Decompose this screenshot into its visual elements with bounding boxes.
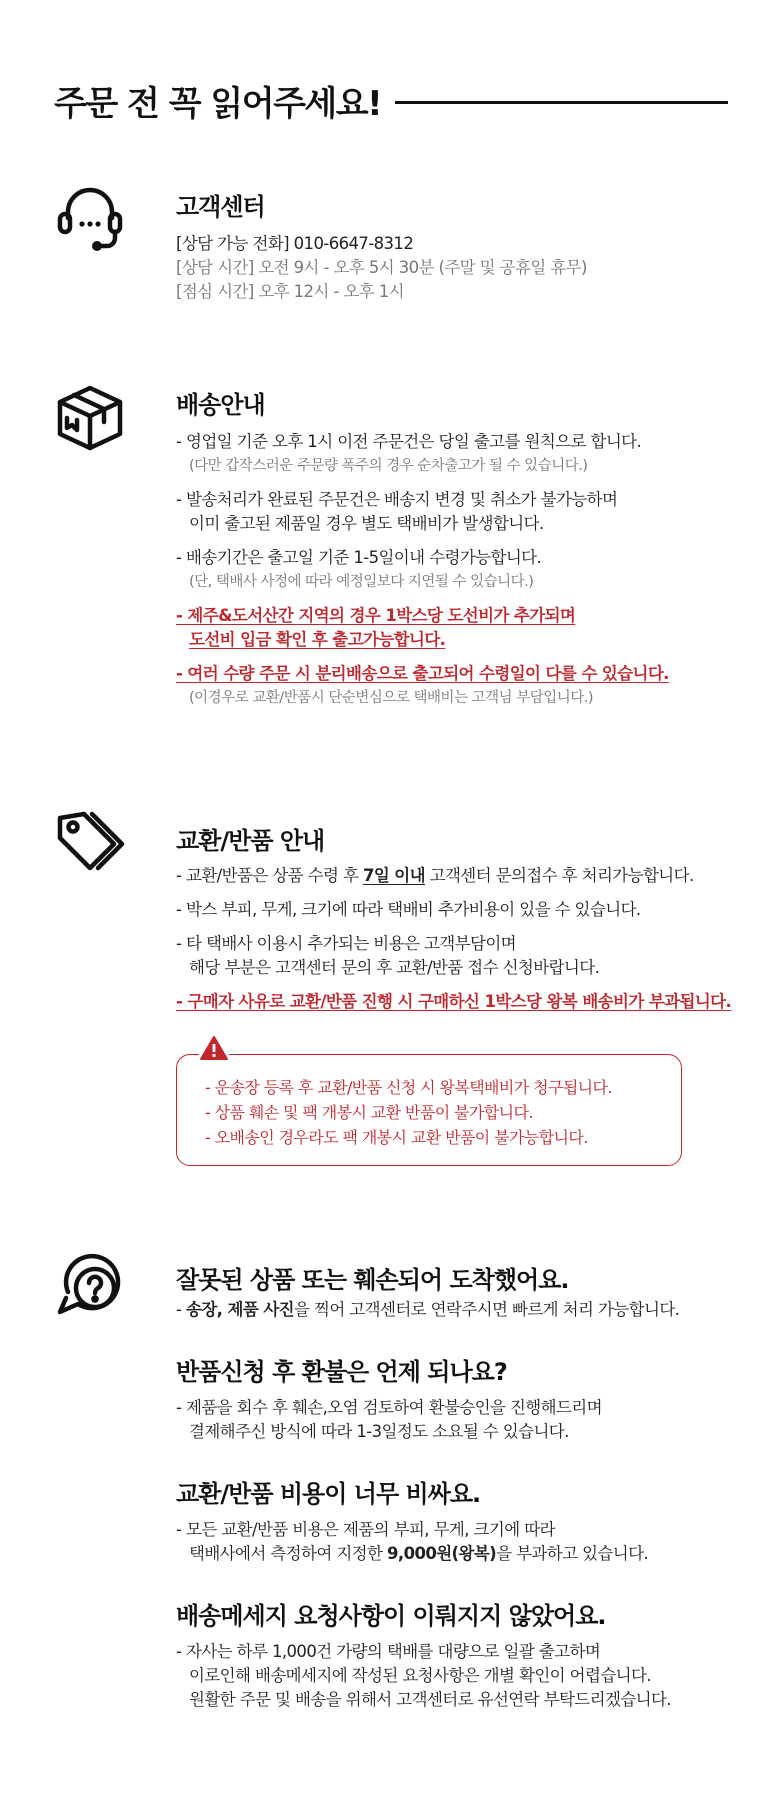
returns-line-1: - 교환/반품은 상품 수령 후 7일 이내 고객센터 문의접수 후 처리가능합니다. [176, 866, 694, 885]
faq-question-4: 배송메세지 요청사항이 이뤄지지 않았어요. [176, 1602, 606, 1630]
customer-center-section [176, 190, 746, 304]
customer-center-heading: 고객센터 [176, 193, 265, 221]
price-tag-icon [54, 808, 126, 880]
page-title-text: 주문 전 꼭 읽어주세요! [54, 83, 382, 124]
returns-period: 7일 이내 [362, 866, 425, 885]
faq-answer-3b: 택배사에서 측정하여 지정한 9,000원(왕복)을 부과하고 있습니다. [189, 1544, 649, 1563]
box-icon [54, 382, 126, 454]
shipping-note-5: (이경우로 교환/반품시 단순변심으로 택배비는 고객님 부담입니다.) [189, 690, 594, 706]
faq-answer-4c: 원활한 주문 및 배송을 위해서 고객센터로 유선연락 부탁드리겠습니다. [189, 1690, 671, 1709]
faq-answer-1-emphasis: 송장, 제품 사진 [186, 1300, 294, 1319]
returns-line-4: - 구매자 사유로 교환/반품 진행 시 구매하신 1박스당 왕복 배송비가 부과됩니다. [176, 992, 732, 1011]
shipping-line-4a: - 제주&도서산간 지역의 경우 1박스당 도선비가 추가되며 [176, 606, 576, 625]
shipping-heading: 배송안내 [176, 391, 265, 419]
faq-answer-4a: - 자사는 하루 1,000건 가량의 택배를 대량으로 일괄 출고하며 [176, 1642, 601, 1661]
shipping-note-1: (다만 갑작스러운 주문량 폭주의 경우 순차출고가 될 수 있습니다.) [189, 458, 588, 474]
warning-line-3: - 오배송인 경우라도 팩 개봉시 교환 반품이 불가능합니다. [205, 1128, 588, 1147]
faq-answer-1: - 송장, 제품 사진을 찍어 고객센터로 연락주시면 빠르게 처리 가능합니다. [176, 1300, 680, 1319]
returns-line-3b: 해당 부분은 고객센터 문의 후 교환/반품 접수 신청바랍니다. [189, 958, 600, 977]
shipping-line-2b: 이미 출고된 제품일 경우 별도 택배비가 발생합니다. [189, 514, 544, 533]
warning-line-1: - 운송장 등록 후 교환/반품 신청 시 왕복택배비가 청구됩니다. [205, 1078, 612, 1097]
warning-box [176, 1054, 682, 1166]
question-bubble-icon [54, 1250, 126, 1322]
title-divider [395, 101, 728, 104]
faq-answer-4b: 이로인해 배송메세지에 작성된 요청사항은 개별 확인이 어렵습니다. [189, 1666, 652, 1685]
warning-icon [199, 1035, 229, 1061]
shipping-line-2a: - 발송처리가 완료된 주문건은 배송지 변경 및 취소가 불가능하며 [176, 490, 618, 509]
returns-line-3a: - 타 택배사 이용시 추가되는 비용은 고객부담이며 [176, 934, 517, 953]
returns-line-2: - 박스 부피, 무게, 크기에 따라 택배비 추가비용이 있을 수 있습니다. [176, 900, 641, 919]
faq-question-3: 교환/반품 비용이 너무 비싸요. [176, 1480, 481, 1508]
shipping-note-3: (단, 택배사 사정에 따라 예정일보다 지연될 수 있습니다.) [189, 574, 534, 590]
shipping-line-3: - 배송기간은 출고일 기준 1-5일이내 수령가능합니다. [176, 548, 542, 567]
faq-question-1: 잘못된 상품 또는 훼손되어 도착했어요. [176, 1266, 569, 1294]
shipping-line-1: - 영업일 기준 오후 1시 이전 주문건은 당일 출고를 원칙으로 합니다. [176, 432, 642, 451]
cs-hours: [상담 시간] 오전 9시 - 오후 5시 30분 (주말 및 공휴일 휴무) [176, 258, 587, 277]
returns-section [176, 824, 746, 1014]
faq-section [176, 1262, 746, 1712]
faq-answer-2b: 결제해주신 방식에 따라 1-3일정도 소요될 수 있습니다. [189, 1422, 569, 1441]
faq-answer-2a: - 제품을 회수 후 훼손,오염 검토하여 환불승인을 진행해드리며 [176, 1398, 602, 1417]
shipping-line-5: - 여러 수량 주문 시 분리배송으로 출고되어 수령일이 다를 수 있습니다. [176, 664, 669, 683]
faq-question-2: 반품신청 후 환불은 언제 되나요? [176, 1358, 507, 1386]
faq-answer-3-price: 9,000원(왕복) [387, 1544, 497, 1563]
cs-phone: [상담 가능 전화] 010-6647-8312 [176, 234, 414, 253]
returns-heading: 교환/반품 안내 [176, 827, 325, 855]
page-title [54, 74, 728, 126]
shipping-line-4b: 도선비 입금 확인 후 출고가능합니다. [189, 630, 446, 649]
warning-line-2: - 상품 훼손 및 팩 개봉시 교환 반품이 불가합니다. [205, 1103, 533, 1122]
headset-icon [54, 184, 126, 256]
shipping-section [176, 388, 746, 710]
cs-lunch: [점심 시간] 오후 12시 - 오후 1시 [176, 282, 404, 301]
faq-answer-3a: - 모든 교환/반품 비용은 제품의 부피, 무게, 크기에 따라 [176, 1520, 555, 1539]
